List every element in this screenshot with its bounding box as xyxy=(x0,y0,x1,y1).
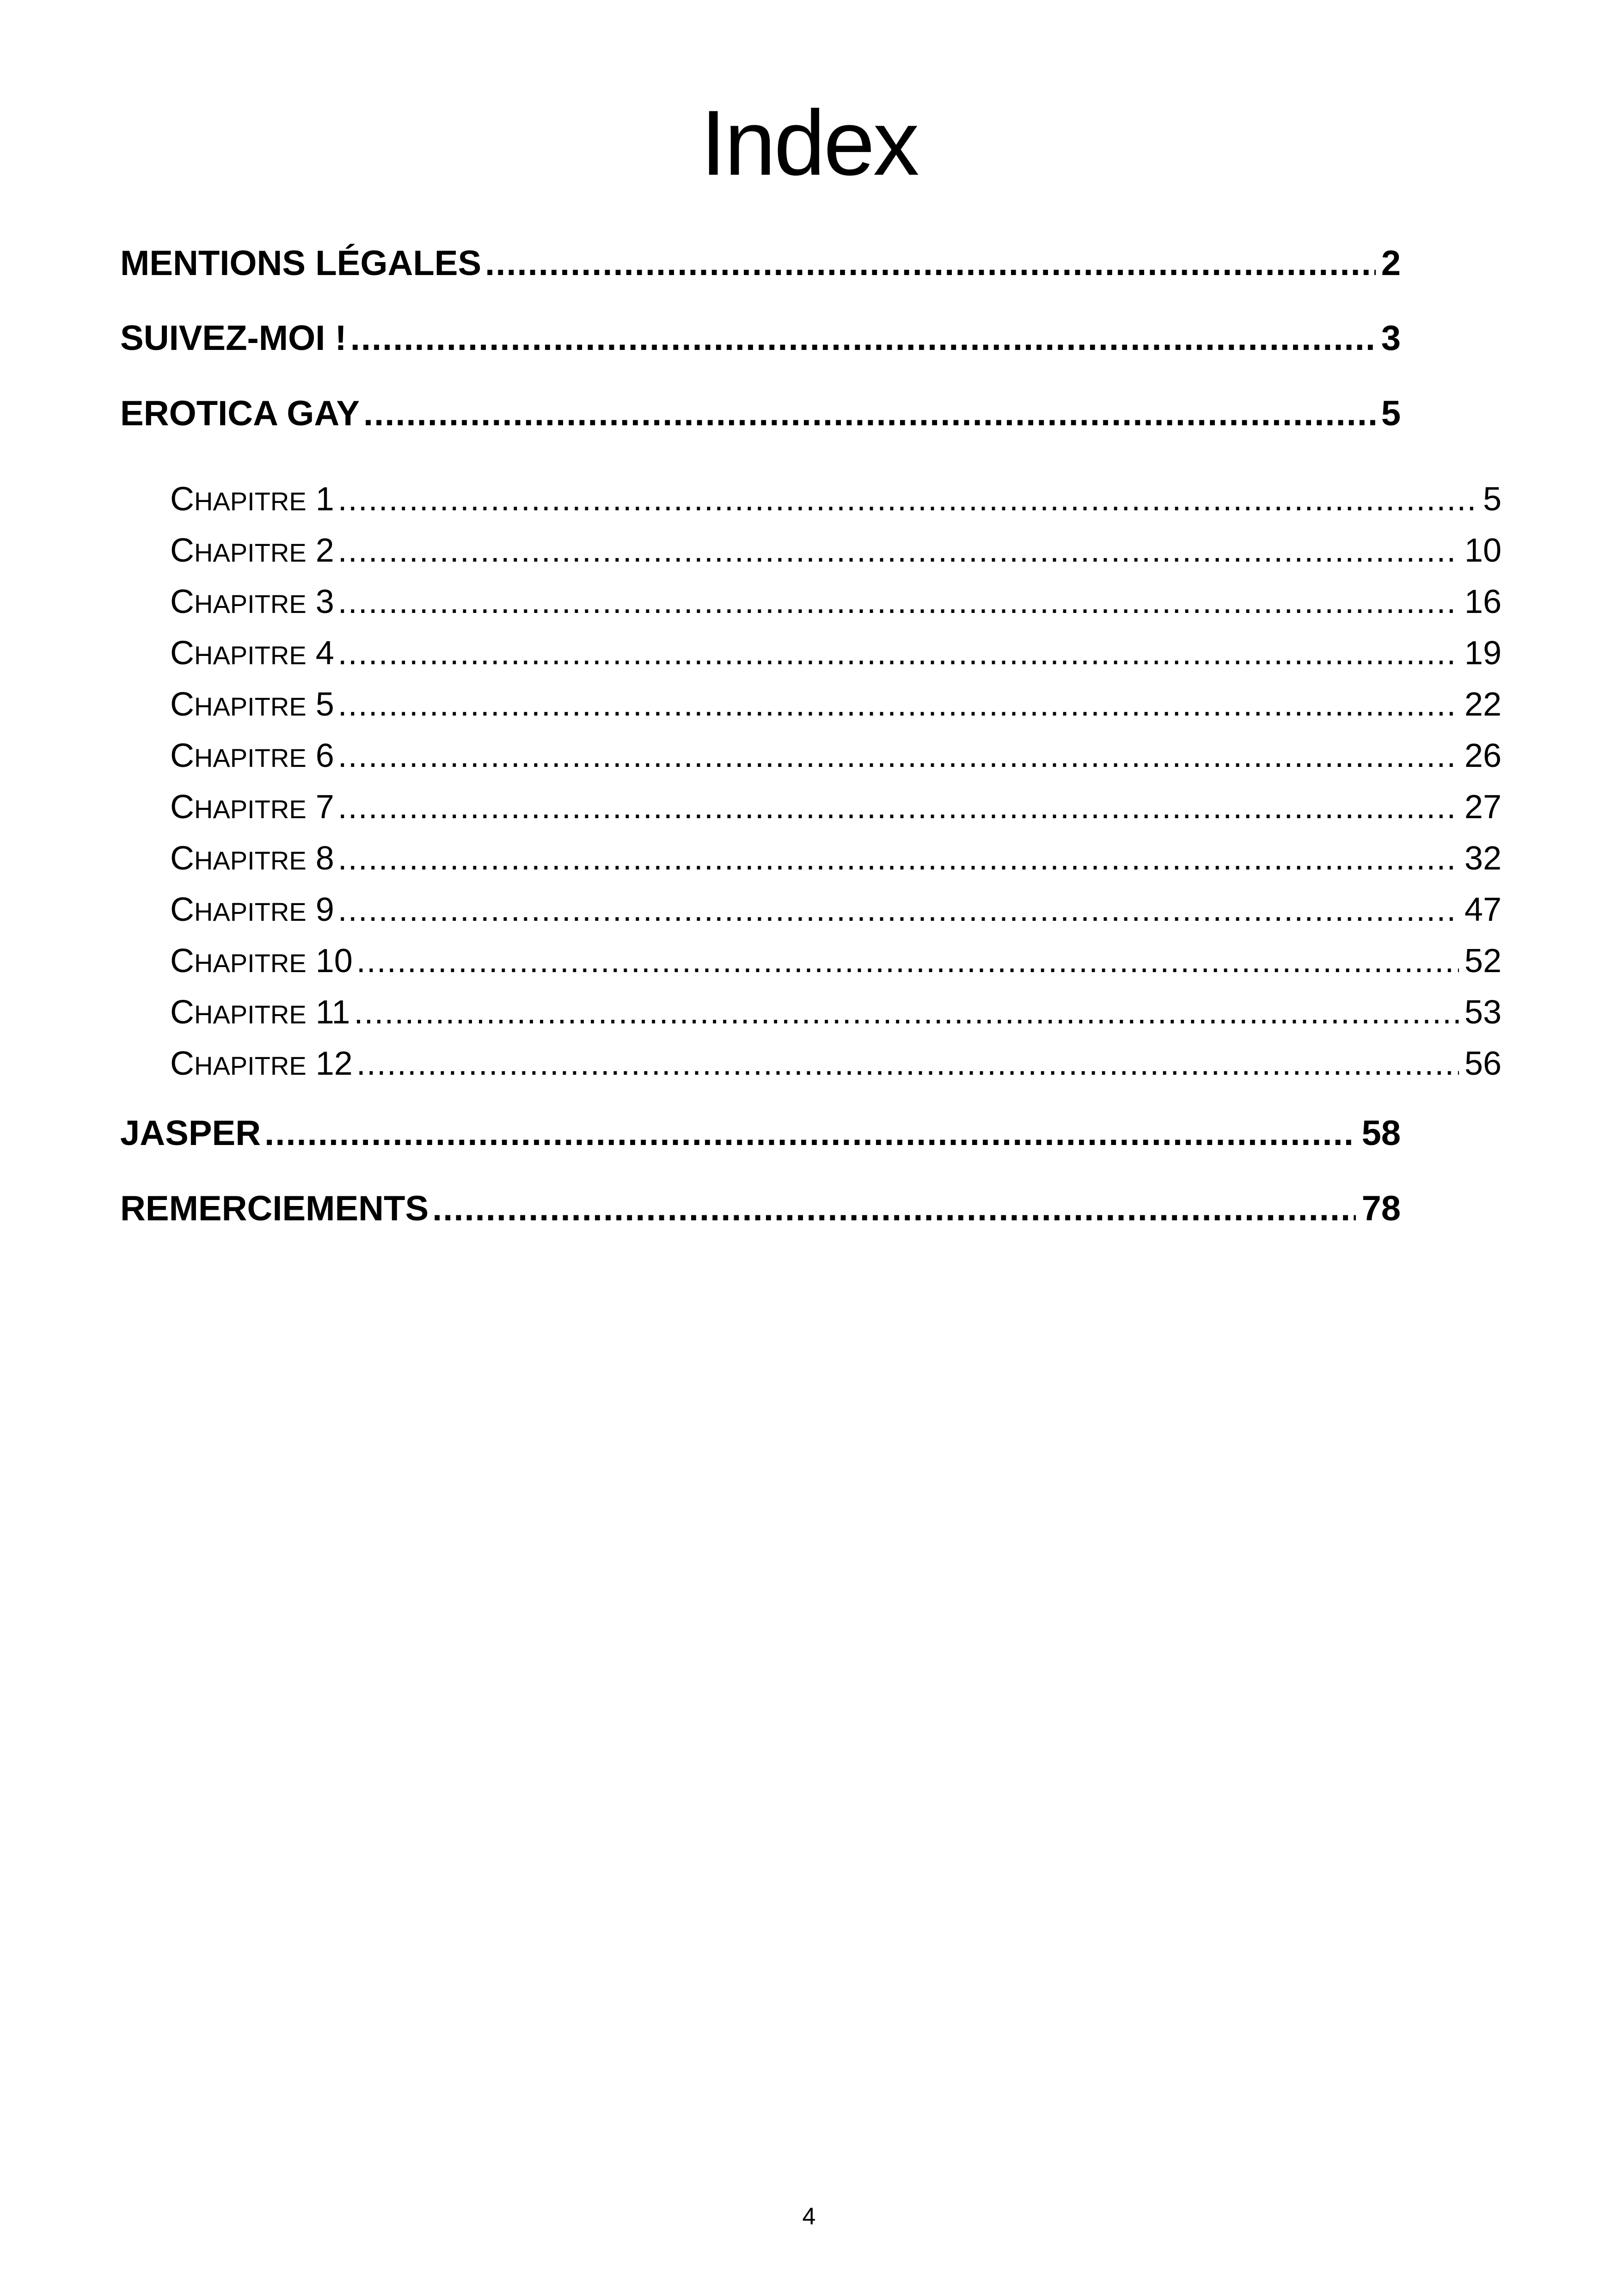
chapter-word-initial: C xyxy=(170,891,194,928)
chapter-word-initial: C xyxy=(170,737,194,774)
chapter-word-rest: HAPITRE xyxy=(194,743,306,772)
toc-entry-page: 58 xyxy=(1361,1114,1401,1153)
chapter-word-rest: HAPITRE xyxy=(194,897,306,926)
chapter-number: 8 xyxy=(315,840,334,877)
toc-chapter-page: 27 xyxy=(1464,789,1502,826)
chapter-word-initial: C xyxy=(170,686,194,723)
toc-chapter-page: 26 xyxy=(1464,737,1502,774)
chapter-word-rest: HAPITRE xyxy=(194,795,306,824)
toc-chapter-page: 16 xyxy=(1464,583,1502,620)
toc-entry-page: 2 xyxy=(1381,244,1401,283)
toc-chapter-3[interactable] xyxy=(170,579,1502,625)
toc-chapter-2[interactable] xyxy=(170,527,1502,574)
toc-chapter-page: 19 xyxy=(1464,635,1502,672)
chapter-word-rest: HAPITRE xyxy=(194,1051,306,1080)
toc-chapter-page: 32 xyxy=(1464,840,1502,877)
dot-leader xyxy=(432,1186,1356,1232)
toc-chapter-page: 56 xyxy=(1464,1045,1502,1082)
toc-chapter-page: 47 xyxy=(1464,891,1502,928)
dot-leader xyxy=(338,784,1459,830)
chapter-word-initial: C xyxy=(170,635,194,672)
chapter-word-rest: HAPITRE xyxy=(194,589,306,618)
chapter-number: 10 xyxy=(315,943,353,980)
toc-entry-label: EROTICA GAY xyxy=(120,394,360,433)
dot-leader xyxy=(356,938,1459,984)
toc-entry-label: SUIVEZ-MOI ! xyxy=(120,318,347,358)
toc-chapter-6[interactable] xyxy=(170,733,1502,779)
dot-leader xyxy=(338,887,1459,933)
dot-leader xyxy=(338,476,1477,522)
toc-entry-label: MENTIONS LÉGALES xyxy=(120,244,482,283)
toc-chapter-label xyxy=(170,476,338,522)
page-title: Index xyxy=(700,92,918,195)
dot-leader xyxy=(363,391,1376,437)
toc-chapter-4[interactable] xyxy=(170,630,1502,676)
toc-chapter-label xyxy=(170,527,338,574)
chapter-word-rest: HAPITRE xyxy=(194,846,306,875)
chapter-word-initial: C xyxy=(170,943,194,980)
dot-leader xyxy=(338,527,1459,574)
chapter-number: 2 xyxy=(315,532,334,569)
dot-leader xyxy=(338,579,1459,625)
chapter-word-initial: C xyxy=(170,481,194,518)
toc-chapter-label xyxy=(170,938,356,984)
chapter-word-rest: HAPITRE xyxy=(194,641,306,670)
toc-entry-erotica-gay[interactable] xyxy=(120,391,1401,437)
dot-leader xyxy=(264,1110,1356,1157)
dot-leader xyxy=(338,835,1459,882)
chapter-word-initial: C xyxy=(170,994,194,1031)
toc-chapter-label xyxy=(170,989,354,1035)
toc-chapter-9[interactable] xyxy=(170,887,1502,933)
chapter-word-rest: HAPITRE xyxy=(194,487,306,516)
dot-leader xyxy=(354,989,1459,1035)
toc-chapter-label xyxy=(170,835,338,882)
chapter-word-initial: C xyxy=(170,583,194,620)
chapter-number: 6 xyxy=(315,737,334,774)
chapter-number: 9 xyxy=(315,891,334,928)
toc-chapter-label xyxy=(170,630,338,676)
chapter-number: 1 xyxy=(315,481,334,518)
chapter-word-initial: C xyxy=(170,532,194,569)
toc-chapter-11[interactable] xyxy=(170,989,1502,1035)
toc-entry-jasper[interactable] xyxy=(120,1110,1401,1157)
toc-chapter-1[interactable] xyxy=(170,476,1502,522)
toc-chapter-label xyxy=(170,733,338,779)
toc-chapter-10[interactable] xyxy=(170,938,1502,984)
chapter-word-initial: C xyxy=(170,840,194,877)
toc-entry-label: JASPER xyxy=(120,1114,261,1153)
chapter-number: 3 xyxy=(315,583,334,620)
chapter-word-rest: HAPITRE xyxy=(194,538,306,567)
toc-entry-suivez-moi[interactable] xyxy=(120,315,1401,361)
chapter-number: 11 xyxy=(315,994,350,1031)
dot-leader xyxy=(356,1041,1459,1087)
dot-leader xyxy=(350,315,1376,361)
toc-entry-label: REMERCIEMENTS xyxy=(120,1189,429,1228)
page-number: 4 xyxy=(802,2203,816,2230)
toc-chapter-label xyxy=(170,887,338,933)
dot-leader xyxy=(338,630,1459,676)
toc-chapter-page: 5 xyxy=(1483,481,1502,518)
toc-entry-page: 3 xyxy=(1381,318,1401,358)
chapter-word-rest: HAPITRE xyxy=(194,1000,306,1029)
toc-chapter-page: 53 xyxy=(1464,994,1502,1031)
chapter-number: 7 xyxy=(315,789,334,826)
chapter-word-rest: HAPITRE xyxy=(194,949,306,978)
chapter-word-initial: C xyxy=(170,789,194,826)
toc-entry-mentions-legales[interactable] xyxy=(120,240,1401,287)
toc-entry-remerciements[interactable] xyxy=(120,1186,1401,1232)
chapter-number: 12 xyxy=(315,1045,353,1082)
toc-chapter-page: 10 xyxy=(1464,532,1502,569)
toc-chapter-label xyxy=(170,1041,356,1087)
toc-chapter-label xyxy=(170,681,338,728)
toc-entry-page: 78 xyxy=(1361,1189,1401,1228)
chapter-word-rest: HAPITRE xyxy=(194,692,306,721)
dot-leader xyxy=(338,681,1459,728)
chapter-number: 4 xyxy=(315,635,334,672)
toc-chapter-page: 52 xyxy=(1464,943,1502,980)
toc-chapter-5[interactable] xyxy=(170,681,1502,728)
toc-chapter-7[interactable] xyxy=(170,784,1502,830)
toc-chapter-label xyxy=(170,579,338,625)
toc-entry-page: 5 xyxy=(1381,394,1401,433)
chapter-number: 5 xyxy=(315,686,334,723)
toc-chapter-12[interactable] xyxy=(170,1041,1502,1087)
toc-chapter-label xyxy=(170,784,338,830)
dot-leader xyxy=(485,240,1376,287)
chapter-word-initial: C xyxy=(170,1045,194,1082)
toc-chapter-8[interactable] xyxy=(170,835,1502,882)
dot-leader xyxy=(338,733,1459,779)
toc-chapter-page: 22 xyxy=(1464,686,1502,723)
